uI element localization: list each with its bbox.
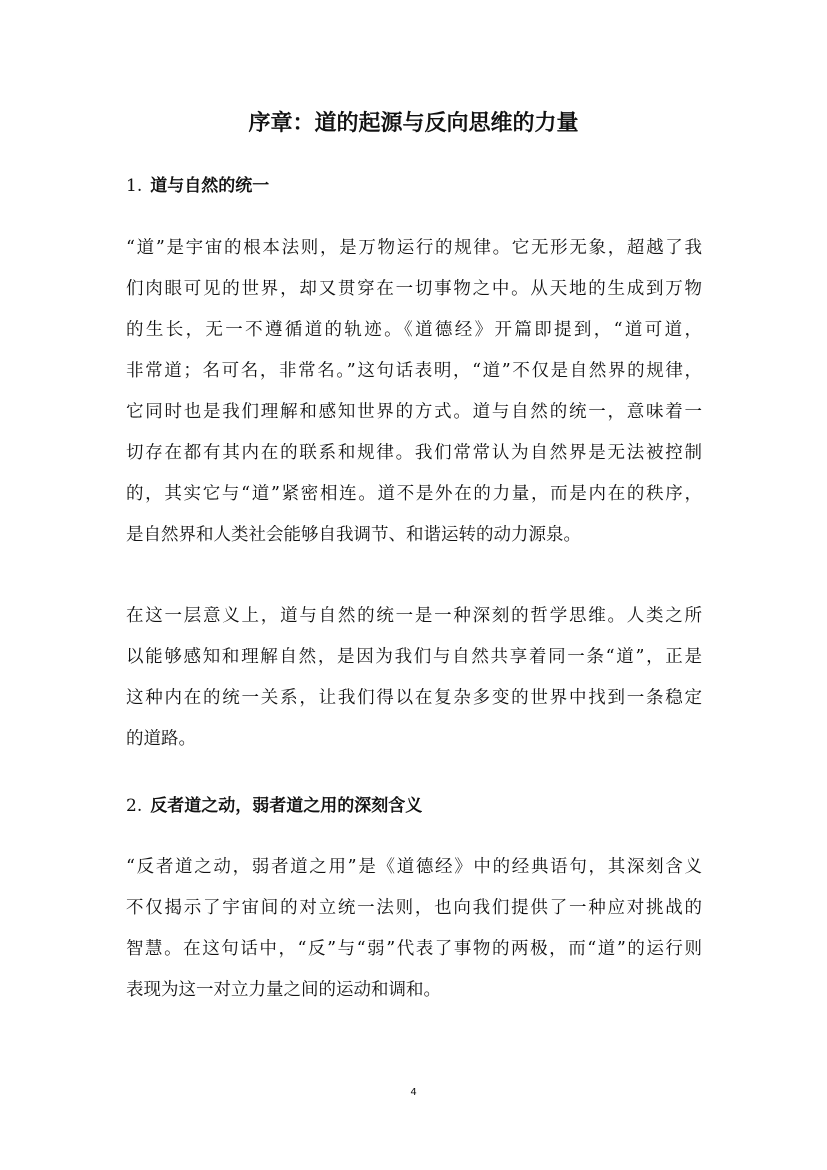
text-line: 的生长，无一不遵循道的轨迹。《道德经》开篇即提到，“道可道， <box>126 320 702 340</box>
section-heading-text: 反者道之动，弱者道之用的深刻含义 <box>150 796 423 816</box>
paragraph <box>126 596 702 760</box>
page-title: 序章：道的起源与反向思维的力量 <box>248 111 579 136</box>
page-number: 4 <box>410 1087 417 1098</box>
paragraph <box>126 228 702 556</box>
text-line: 们肉眼可见的世界，却又贯穿在一切事物之中。从天地的生成到万物 <box>126 279 702 299</box>
section-number: 2. <box>126 796 143 816</box>
text-line: 以能够感知和理解自然，是因为我们与自然共享着同一条“道”，正是 <box>126 647 702 667</box>
section-heading-1 <box>126 173 269 199</box>
text-line: 的，其实它与“道”紧密相连。道不是外在的力量，而是内在的秩序， <box>126 484 702 504</box>
paragraph <box>126 847 702 1011</box>
text-line: 的道路。 <box>126 729 196 749</box>
text-line: 不仅揭示了宇宙间的对立统一法则，也向我们提供了一种应对挑战的 <box>126 898 702 918</box>
section-heading-2 <box>126 793 422 819</box>
text-line: 表现为这一对立力量之间的运动和调和。 <box>126 980 441 1000</box>
section-heading-text: 道与自然的统一 <box>150 176 270 196</box>
text-line: 非常道；名可名，非常名。”这句话表明，“道”不仅是自然界的规律， <box>126 361 702 381</box>
text-line: “反者道之动，弱者道之用”是《道德经》中的经典语句，其深刻含义 <box>126 857 702 877</box>
section-number: 1. <box>126 176 143 196</box>
text-line: 在这一层意义上，道与自然的统一是一种深刻的哲学思维。人类之所 <box>126 606 702 626</box>
text-line: 它同时也是我们理解和感知世界的方式。道与自然的统一，意味着一 <box>126 402 702 422</box>
text-line: 是自然界和人类社会能够自我调节、和谐运转的动力源泉。 <box>126 525 581 545</box>
text-line: “道”是宇宙的根本法则，是万物运行的规律。它无形无象，超越了我 <box>126 238 702 258</box>
text-line: 切存在都有其内在的联系和规律。我们常常认为自然界是无法被控制 <box>126 443 702 463</box>
text-line: 智慧。在这句话中，“反”与“弱”代表了事物的两极，而“道”的运行则 <box>126 939 702 959</box>
text-line: 这种内在的统一关系，让我们得以在复杂多变的世界中找到一条稳定 <box>126 688 702 708</box>
